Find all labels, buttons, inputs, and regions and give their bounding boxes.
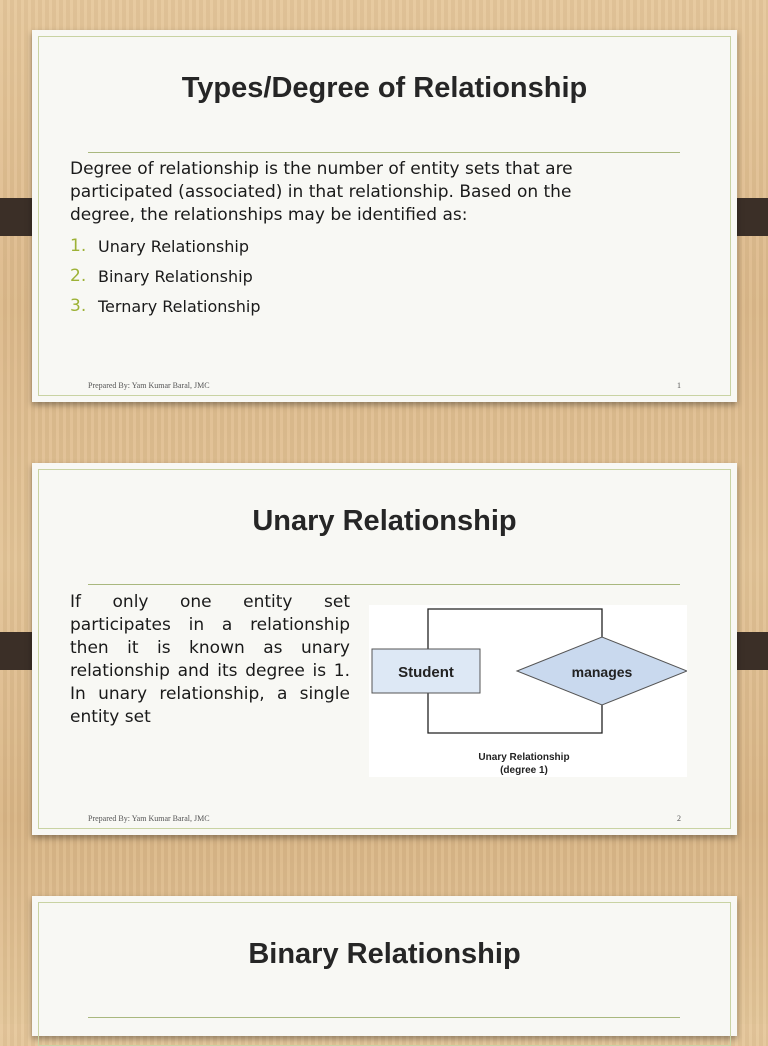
diagram-caption-degree: (degree 1) [500,765,548,776]
list-label: Binary Relationship [98,266,253,286]
slide-2 [32,463,737,835]
list-label: Ternary Relationship [98,296,261,316]
list-number: 2. [70,266,87,286]
slide-frame [38,902,731,1046]
entity-label: Student [398,664,454,681]
slide-footer-author: Prepared By: Yam Kumar Baral, JMC [88,381,210,390]
list-number: 3. [70,296,87,316]
slide-title: Types/Degree of Relationship [181,72,588,104]
slide-1 [32,30,737,402]
slide-body-text: If only one entity set participates in a relationship then it is known as unary relationship and its degree is 1. In unary relationship, a single entity set [70,592,350,727]
slide-page-number: 1 [677,381,681,390]
relationship-label: manages [571,664,633,680]
title-rule [88,1017,680,1018]
list-item [70,231,261,261]
title-rule [88,152,680,153]
slide-body-text: Degree of relationship is the number of entity sets that are participated (associated) in that relationship. Based on the degree, the relationships may be identified as: [70,159,573,225]
slide-page-number: 2 [677,814,681,823]
title-rule [88,584,680,585]
slide-title: Unary Relationship [252,505,517,537]
unary-relationship-diagram [369,605,687,777]
slide-3 [32,896,737,1036]
relationship-type-list [70,231,261,321]
list-number: 1. [70,236,87,256]
list-item [70,291,261,321]
diagram-caption: Unary Relationship [478,752,570,763]
slide-title: Binary Relationship [248,938,521,970]
list-label: Unary Relationship [98,236,250,256]
list-item [70,261,261,291]
slide-footer-author: Prepared By: Yam Kumar Baral, JMC [88,814,210,823]
